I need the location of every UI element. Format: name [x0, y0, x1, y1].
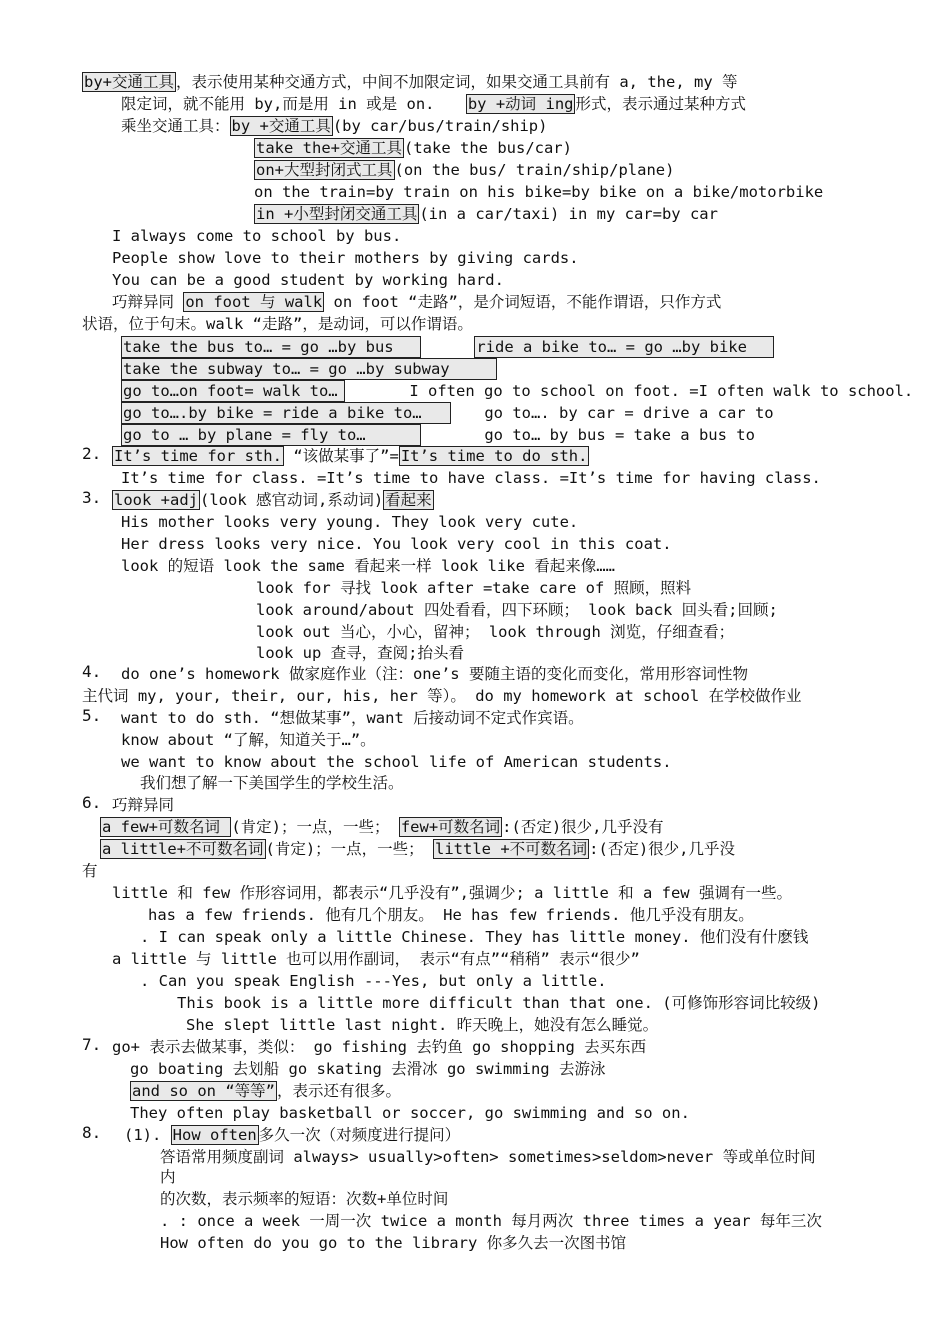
boxed-term: on foot 与 walk [185, 293, 323, 311]
boxed-term: a little+不可数名词 [102, 840, 264, 858]
section-number: 4. [82, 662, 102, 681]
boxed-phrase-row [121, 358, 497, 380]
line-text: 形式，表示通过某种方式 [575, 95, 746, 113]
boxed-phrase: take the bus to… = go …by bus [121, 336, 421, 358]
line-take-the [254, 138, 572, 158]
boxed-phrase-row [121, 380, 913, 402]
line-and-so-on [130, 1081, 401, 1101]
line-text: 我们想了解一下美国学生的学校生活。 [140, 774, 404, 792]
section-title: 巧辩异同 [112, 796, 175, 814]
line-in-small [254, 204, 718, 224]
boxed-phrase-row [121, 402, 774, 424]
line-text: :(否定)很少,几乎没有 [502, 818, 664, 836]
line-text: 多久一次（对频度进行提问） [258, 1126, 461, 1144]
line-by-doing [121, 94, 746, 114]
boxed-term: It’s time for sth. [114, 447, 282, 465]
section-number: 8. [82, 1123, 102, 1142]
line-text: look for 寻找 look after =take care of 照顾，照料 [256, 579, 692, 597]
section-number: 3. [82, 488, 102, 507]
line-text: (by car/bus/train/ship) [332, 117, 548, 135]
line-onfoot-walk [112, 292, 721, 312]
example-sentence: This book is a little more difficult than that one. (可修饰形容词比较级) [177, 994, 821, 1012]
example-sentence: we want to know about the school life of American students. [121, 753, 672, 771]
boxed-term: in +小型封闭交通工具 [256, 205, 418, 223]
line-look-adj [112, 490, 434, 510]
line-text: 有 [82, 862, 98, 880]
line-text: do one’s homework 做家庭作业（注：one’s 要随主语的变化而变化，常用形容词性物 [121, 665, 748, 683]
example-sentence: Her dress looks very nice. You look very cool in this coat. [121, 535, 672, 553]
line-text: “该做某事了”= [283, 447, 399, 465]
boxed-phrase: go to….by bike = ride a bike to… [121, 402, 451, 424]
section-number: 5. [82, 706, 102, 725]
line-text: go boating 去划船 go skating 去滑冰 go swimming 去游泳 [130, 1060, 606, 1078]
line-text: 答语常用频度副词 always> usually>often> sometimes>seldom>never 等或单位时间 [160, 1148, 816, 1166]
example-sentence: I always come to school by bus. [112, 227, 402, 245]
boxed-phrase: ride a bike to… = go …by bike [474, 336, 774, 358]
boxed-term: by+交通工具 [84, 73, 174, 91]
boxed-term: a few+可数名词 [102, 818, 230, 836]
section-number: 6. [82, 793, 102, 812]
line-text: go to…. by car = drive a car to [484, 404, 774, 422]
boxed-term: few+可数名词 [400, 818, 501, 836]
line-its-time [112, 446, 589, 466]
example-sentence: . Can you speak English ---Yes, but only a little. [140, 972, 607, 990]
boxed-phrase: take the subway to… = go …by subway [121, 358, 497, 380]
section-number: 7. [82, 1035, 102, 1054]
boxed-term: by +动词 ing [467, 95, 574, 113]
line-text: little 和 few 作形容词用，都表示“几乎没有”,强调少; a little 和 a few 强调有一些。 [112, 884, 792, 902]
line-text: want to do sth. “想做某事”，want 后接动词不定式作宾语。 [121, 709, 584, 727]
example-sentence: You can be a good student by working hard. [112, 271, 504, 289]
line-how-often [124, 1125, 460, 1145]
line-text: on foot “走路”，是介词短语，不能作谓语，只作方式 [324, 293, 722, 311]
line-transport-list [121, 116, 547, 136]
line-text: know about “了解，知道关于…”。 [121, 731, 376, 749]
line-text: ，表示使用某种交通方式，中间不加限定词，如果交通工具前有 a, the, my 等 [176, 73, 738, 91]
line-by-transport [82, 72, 737, 92]
line-text: 限定词，就不能用 by,而是用 in 或是 on. [121, 95, 435, 113]
example-sentence: People show love to their mothers by giving cards. [112, 249, 579, 267]
line-text: . : once a week 一周一次 twice a month 每月两次 three times a year 每年三次 [160, 1212, 822, 1230]
boxed-phrase: go to…on foot= walk to… [121, 380, 345, 402]
boxed-term: little +不可数名词 [435, 840, 588, 858]
line-text: 主代词 my, your, their, our, his, her 等）。 do my homework at school 在学校做作业 [82, 687, 802, 705]
line-text: 内 [160, 1168, 176, 1186]
line-text: look around/about 四处看看，四下环顾； look back 回头看;回顾; [256, 601, 778, 619]
example-sentence: They often play basketball or soccer, go swimming and so on. [130, 1104, 690, 1122]
line-text: (take the bus/car) [404, 139, 572, 157]
boxed-term: by +交通工具 [231, 117, 331, 135]
line-text: ，表示还有很多。 [276, 1082, 401, 1100]
line-text: on the train=by train on his bike=by bike on a bike/motorbike [254, 183, 824, 201]
line-text: 巧辩异同 [112, 293, 184, 311]
section-number: 2. [82, 444, 102, 463]
line-text: look out 当心，小心，留神； look through 浏览，仔细查看； [256, 623, 735, 641]
line-text: go to… by bus = take a bus to [484, 426, 755, 444]
boxed-term: look +adj [114, 491, 198, 509]
line-text: (in a car/taxi) in my car=by car [419, 205, 718, 223]
boxed-term: on+大型封闭式工具 [256, 161, 393, 179]
line-a-few [100, 817, 663, 837]
example-sentence: She slept little last night. 昨天晚上，她没有怎么睡觉。 [186, 1016, 659, 1034]
boxed-term: take the+交通工具 [256, 139, 402, 157]
line-a-little [100, 839, 735, 859]
line-on-large [254, 160, 674, 180]
example-sentence: His mother looks very young. They look very cute. [121, 513, 579, 531]
line-text: 状语，位于句末。walk “走路”，是动词，可以作谓语。 [82, 315, 473, 333]
boxed-term: It’s time to do sth. [400, 447, 588, 465]
boxed-phrase: go to … by plane = fly to… [121, 424, 421, 446]
boxed-term: and so on “等等” [132, 1082, 275, 1100]
example-sentence: . I can speak only a little Chinese. They has little money. 他们没有什麽钱 [140, 928, 809, 946]
line-on-train [254, 182, 823, 202]
boxed-phrase-row [121, 424, 755, 446]
line-text: go+ 表示去做某事，类似： go fishing 去钓鱼 go shopping 去买东西 [112, 1038, 647, 1056]
example-sentence: How often do you go to the library 你多久去一次图书馆 [160, 1234, 627, 1252]
line-text: a little 与 little 也可以用作副词， 表示“有点”“稍稍” 表示“很少” [112, 950, 640, 968]
line-text: (肯定)；一点，一些； [231, 818, 399, 836]
example-sentence: has a few friends. 他有几个朋友。 He has few friends. 他几乎没有朋友。 [148, 906, 754, 924]
line-text: (肯定)；一点，一些； [265, 840, 433, 858]
boxed-term: How often [172, 1126, 257, 1144]
boxed-term: 看起来 [385, 491, 432, 509]
line-text: (1). [124, 1126, 162, 1144]
line-text: 乘坐交通工具： [121, 117, 230, 135]
line-text: look up 查寻，查阅;抬头看 [256, 644, 464, 662]
example-sentence: It’s time for class. =It’s time to have class. =It’s time for having class. [121, 469, 821, 487]
line-text: :(否定)很少,几乎没 [589, 840, 735, 858]
line-text: look 的短语 look the same 看起来一样 look like 看起来像…… [121, 557, 615, 575]
line-text: I often go to school on foot. =I often walk to school. [409, 382, 914, 400]
line-text: 的次数，表示频率的短语：次数+单位时间 [160, 1190, 449, 1208]
line-text: (look 感官动词,系动词) [200, 491, 384, 509]
line-text: (on the bus/ train/ship/plane) [394, 161, 675, 179]
boxed-phrase-row [121, 336, 774, 358]
